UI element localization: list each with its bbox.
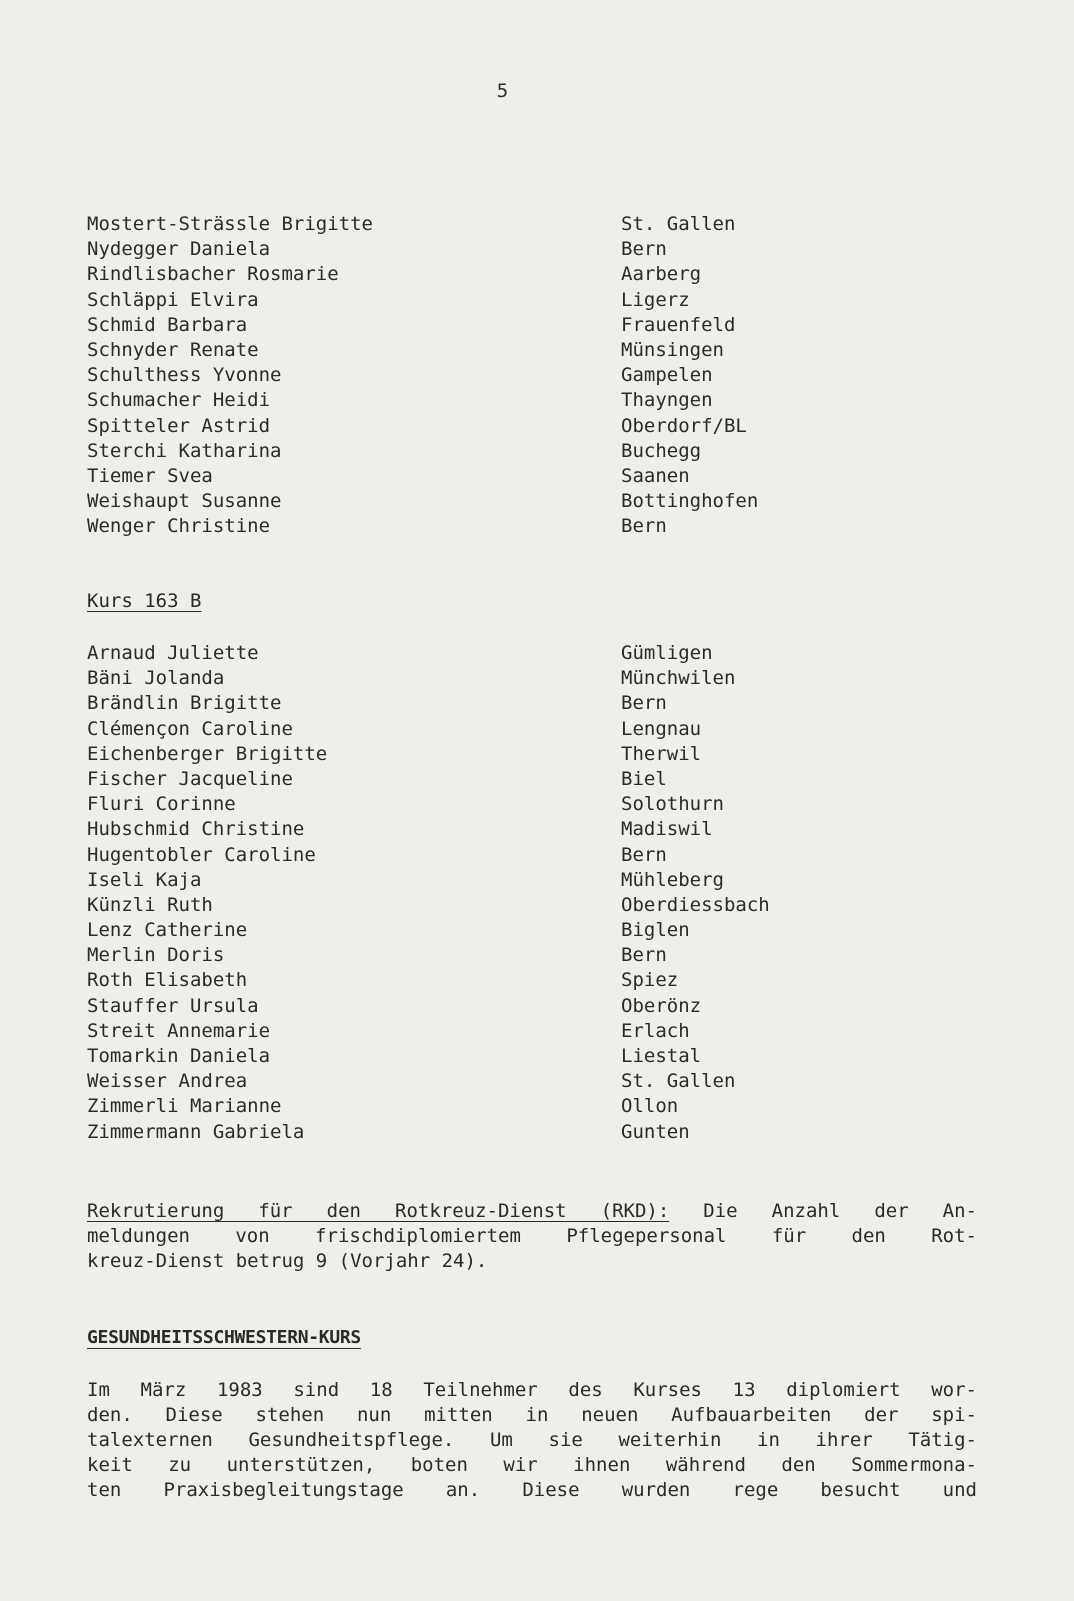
list-item	[87, 742, 987, 767]
participant-name: Hubschmid Christine	[87, 818, 305, 841]
participant-name: Clémençon Caroline	[87, 717, 293, 740]
list-item	[87, 893, 987, 918]
list-item	[87, 262, 987, 287]
list-item	[87, 439, 987, 464]
participant-place: Bern	[621, 238, 667, 261]
participant-name: Nydegger Daniela	[87, 238, 271, 261]
participant-name: Mostert-Strässle Brigitte	[87, 213, 373, 235]
gesund-line-5: ten Praxisbegleitungstage an. Diese wurden rege besucht und	[87, 1479, 977, 1501]
participant-place: Buchegg	[621, 439, 702, 462]
participant-name: Schläppi Elvira	[87, 288, 259, 311]
participant-place: Ollon	[621, 1095, 679, 1118]
participant-place: Thayngen	[621, 389, 713, 412]
participant-list-1	[87, 212, 987, 539]
participant-name: Zimmerli Marianne	[87, 1095, 282, 1118]
participant-place: Aarberg	[621, 263, 702, 286]
participant-place: Bottinghofen	[621, 490, 759, 513]
participant-place: Bern	[621, 515, 667, 538]
list-item	[87, 792, 987, 817]
participant-place: Bern	[621, 843, 667, 866]
list-item	[87, 641, 987, 666]
participant-name: Zimmermann Gabriela	[87, 1120, 305, 1143]
gesund-line-2: den. Diese stehen nun mitten in neuen Aufbauarbeiten der spi-	[87, 1404, 977, 1426]
list-item	[87, 817, 987, 842]
rkd-line-1	[87, 1199, 977, 1224]
gesund-line-1: Im März 1983 sind 18 Teilnehmer des Kurses 13 diplomiert wor-	[87, 1379, 977, 1401]
list-item	[87, 514, 987, 539]
participant-name: Tiemer Svea	[87, 464, 213, 487]
participant-name: Streit Annemarie	[87, 1019, 271, 1042]
participant-name: Brändlin Brigitte	[87, 692, 282, 715]
participant-name: Wenger Christine	[87, 515, 271, 538]
rkd-paragraph	[87, 1199, 977, 1274]
participant-name: Merlin Doris	[87, 944, 225, 967]
participant-place: Ligerz	[621, 288, 690, 311]
participant-name: Fluri Corinne	[87, 793, 236, 816]
participant-place: Gunten	[621, 1120, 690, 1143]
participant-name: Weishaupt Susanne	[87, 490, 282, 513]
gesund-line-4: keit zu unterstützen, boten wir ihnen während den Sommermona-	[87, 1454, 977, 1476]
participant-place: Mühleberg	[621, 868, 724, 891]
participant-place: Frauenfeld	[621, 313, 736, 336]
gesundheitsschwestern-paragraph	[87, 1378, 977, 1503]
list-item	[87, 666, 987, 691]
participant-name: Stauffer Ursula	[87, 994, 259, 1017]
participant-name: Tomarkin Daniela	[87, 1045, 271, 1067]
participant-name: Spitteler Astrid	[87, 414, 271, 437]
rkd-line-3: kreuz-Dienst betrug 9 (Vorjahr 24).	[87, 1250, 488, 1272]
participant-place: Liestal	[621, 1045, 702, 1067]
list-item	[87, 464, 987, 489]
participant-place: Münsingen	[621, 338, 724, 361]
participant-place: Saanen	[621, 464, 690, 487]
list-item	[87, 943, 987, 968]
participant-list-163b	[87, 641, 987, 1145]
participant-place: St. Gallen	[621, 1070, 736, 1093]
participant-place: Madiswil	[621, 818, 713, 841]
list-item	[87, 313, 987, 338]
list-item	[87, 363, 987, 388]
list-item	[87, 489, 987, 514]
list-item	[87, 414, 987, 439]
participant-name: Lenz Catherine	[87, 919, 248, 942]
participant-place: Biel	[621, 767, 667, 790]
participant-place: Oberönz	[621, 994, 702, 1017]
participant-name: Arnaud Juliette	[87, 642, 259, 664]
participant-place: Münchwilen	[621, 667, 736, 690]
list-item	[87, 288, 987, 313]
rkd-line-2: meldungen von frischdiplomiertem Pflegepersonal für den Rot-	[87, 1225, 977, 1247]
participant-place: Bern	[621, 692, 667, 715]
list-item	[87, 717, 987, 742]
list-item	[87, 843, 987, 868]
participant-name: Weisser Andrea	[87, 1070, 248, 1093]
participant-name: Rindlisbacher Rosmarie	[87, 263, 339, 286]
list-item	[87, 691, 987, 716]
participant-name: Eichenberger Brigitte	[87, 742, 328, 765]
participant-name: Roth Elisabeth	[87, 969, 248, 992]
participant-place: Biglen	[621, 919, 690, 942]
list-item	[87, 1019, 987, 1044]
participant-name: Künzli Ruth	[87, 893, 213, 916]
list-item	[87, 338, 987, 363]
participant-name: Bäni Jolanda	[87, 667, 225, 690]
course-heading-163b: Kurs 163 B	[87, 590, 202, 612]
list-item	[87, 1094, 987, 1119]
list-item	[87, 918, 987, 943]
participant-place: St. Gallen	[621, 213, 736, 235]
participant-name: Iseli Kaja	[87, 868, 202, 891]
participant-name: Sterchi Katharina	[87, 439, 282, 462]
list-item	[87, 868, 987, 893]
rkd-label: Rekrutierung für den Rotkreuz-Dienst (RKD):	[87, 1200, 670, 1222]
list-item	[87, 388, 987, 413]
participant-place: Erlach	[621, 1019, 690, 1042]
participant-place: Bern	[621, 944, 667, 967]
list-item	[87, 994, 987, 1019]
participant-name: Schmid Barbara	[87, 313, 248, 336]
page-number: 5	[496, 80, 509, 102]
participant-place: Solothurn	[621, 793, 724, 816]
participant-place: Gampelen	[621, 364, 713, 387]
participant-name: Schnyder Renate	[87, 338, 259, 361]
rkd-line-1-rest: Die Anzahl der An-	[669, 1200, 977, 1222]
participant-place: Oberdorf/BL	[621, 414, 747, 437]
participant-name: Schulthess Yvonne	[87, 364, 282, 387]
list-item	[87, 1069, 987, 1094]
participant-place: Gümligen	[621, 642, 713, 664]
list-item	[87, 968, 987, 993]
participant-place: Lengnau	[621, 717, 702, 740]
participant-place: Oberdiessbach	[621, 893, 770, 916]
participant-name: Fischer Jacqueline	[87, 767, 293, 790]
participant-name: Hugentobler Caroline	[87, 843, 316, 866]
list-item	[87, 1120, 987, 1145]
list-item	[87, 767, 987, 792]
section-heading-gesundheitsschwestern: GESUNDHEITSSCHWESTERN-KURS	[87, 1327, 361, 1348]
list-item	[87, 1044, 987, 1069]
participant-place: Spiez	[621, 969, 679, 992]
participant-place: Therwil	[621, 742, 702, 765]
list-item	[87, 237, 987, 262]
participant-name: Schumacher Heidi	[87, 389, 271, 412]
gesund-line-3: talexternen Gesundheitspflege. Um sie weiterhin in ihrer Tätig-	[87, 1429, 977, 1451]
list-item	[87, 212, 987, 237]
